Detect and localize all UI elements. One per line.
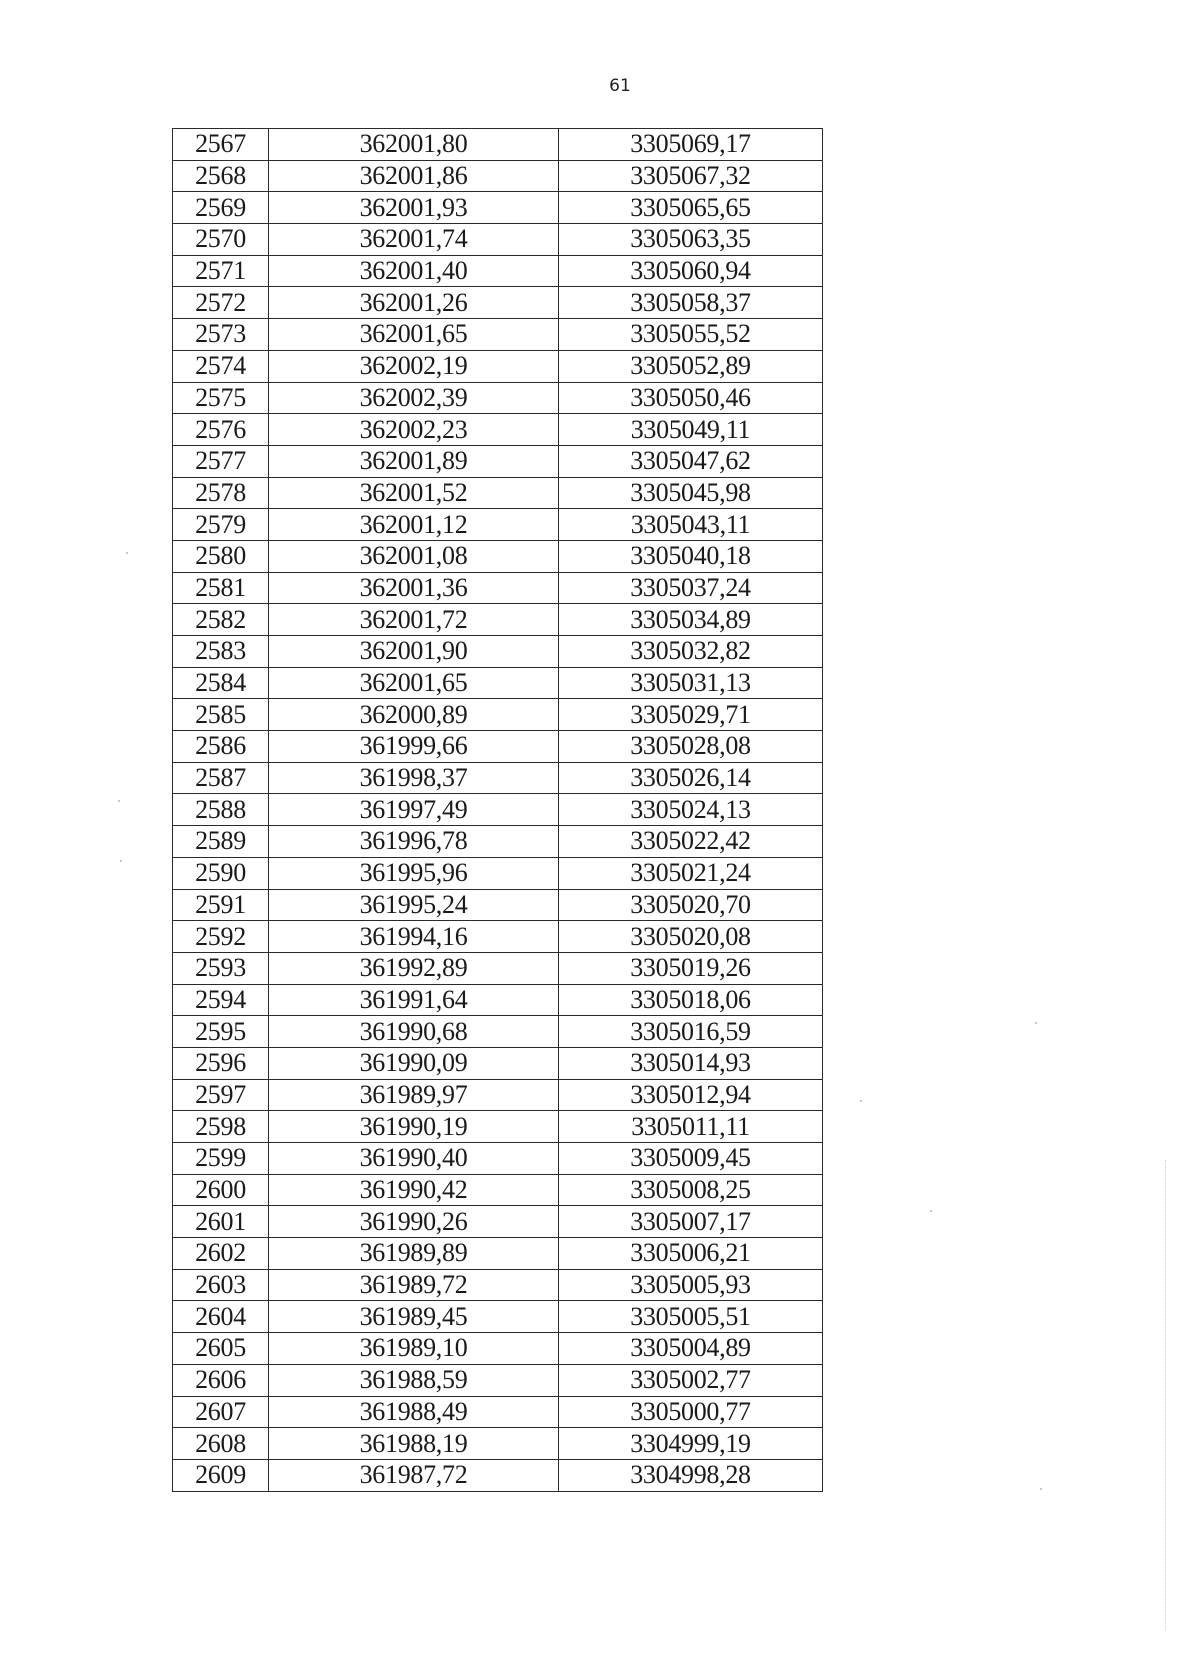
table-row	[173, 192, 823, 224]
table-row	[173, 1269, 823, 1301]
point-number-cell: 2605	[173, 1333, 269, 1365]
x-coordinate-cell: 362001,08	[269, 540, 559, 572]
table-row	[173, 255, 823, 287]
table-row	[173, 160, 823, 192]
point-number-cell: 2579	[173, 509, 269, 541]
point-number-cell: 2592	[173, 921, 269, 953]
table-row	[173, 477, 823, 509]
x-coordinate-cell: 361989,45	[269, 1301, 559, 1333]
x-coordinate-cell: 361988,19	[269, 1428, 559, 1460]
y-coordinate-cell: 3305005,51	[559, 1301, 823, 1333]
table-row	[173, 857, 823, 889]
table-row	[173, 1301, 823, 1333]
point-number-cell: 2584	[173, 667, 269, 699]
table-row	[173, 604, 823, 636]
table-row	[173, 1238, 823, 1270]
point-number-cell: 2596	[173, 1047, 269, 1079]
y-coordinate-cell: 3305002,77	[559, 1364, 823, 1396]
point-number-cell: 2604	[173, 1301, 269, 1333]
scan-speck	[860, 1100, 862, 1102]
table-row	[173, 731, 823, 763]
y-coordinate-cell: 3305009,45	[559, 1143, 823, 1175]
y-coordinate-cell: 3305000,77	[559, 1396, 823, 1428]
x-coordinate-cell: 362001,12	[269, 509, 559, 541]
table-row	[173, 540, 823, 572]
x-coordinate-cell: 362001,65	[269, 319, 559, 351]
x-coordinate-cell: 361995,24	[269, 889, 559, 921]
x-coordinate-cell: 362001,86	[269, 160, 559, 192]
table-row	[173, 1428, 823, 1460]
point-number-cell: 2595	[173, 1016, 269, 1048]
y-coordinate-cell: 3304998,28	[559, 1459, 823, 1491]
point-number-cell: 2586	[173, 731, 269, 763]
table-row	[173, 794, 823, 826]
y-coordinate-cell: 3305006,21	[559, 1238, 823, 1270]
point-number-cell: 2601	[173, 1206, 269, 1238]
y-coordinate-cell: 3305063,35	[559, 224, 823, 256]
point-number-cell: 2581	[173, 572, 269, 604]
x-coordinate-cell: 361990,26	[269, 1206, 559, 1238]
y-coordinate-cell: 3305034,89	[559, 604, 823, 636]
point-number-cell: 2609	[173, 1459, 269, 1491]
x-coordinate-cell: 362001,52	[269, 477, 559, 509]
x-coordinate-cell: 362001,26	[269, 287, 559, 319]
point-number-cell: 2583	[173, 636, 269, 668]
y-coordinate-cell: 3305016,59	[559, 1016, 823, 1048]
y-coordinate-cell: 3305037,24	[559, 572, 823, 604]
y-coordinate-cell: 3305055,52	[559, 319, 823, 351]
table-row	[173, 414, 823, 446]
x-coordinate-cell: 362001,80	[269, 129, 559, 161]
point-number-cell: 2598	[173, 1111, 269, 1143]
point-number-cell: 2606	[173, 1364, 269, 1396]
x-coordinate-cell: 361999,66	[269, 731, 559, 763]
x-coordinate-cell: 361992,89	[269, 952, 559, 984]
point-number-cell: 2573	[173, 319, 269, 351]
y-coordinate-cell: 3305024,13	[559, 794, 823, 826]
x-coordinate-cell: 362001,36	[269, 572, 559, 604]
point-number-cell: 2575	[173, 382, 269, 414]
x-coordinate-cell: 361988,49	[269, 1396, 559, 1428]
x-coordinate-cell: 361994,16	[269, 921, 559, 953]
table-row	[173, 1047, 823, 1079]
x-coordinate-cell: 361990,09	[269, 1047, 559, 1079]
table-row	[173, 889, 823, 921]
x-coordinate-cell: 362001,40	[269, 255, 559, 287]
y-coordinate-cell: 3305045,98	[559, 477, 823, 509]
y-coordinate-cell: 3305040,18	[559, 540, 823, 572]
y-coordinate-cell: 3305067,32	[559, 160, 823, 192]
x-coordinate-cell: 362001,90	[269, 636, 559, 668]
table-row	[173, 1206, 823, 1238]
y-coordinate-cell: 3305004,89	[559, 1333, 823, 1365]
scan-speck	[118, 800, 120, 802]
point-number-cell: 2589	[173, 826, 269, 858]
table-row	[173, 1111, 823, 1143]
y-coordinate-cell: 3305049,11	[559, 414, 823, 446]
point-number-cell: 2593	[173, 952, 269, 984]
x-coordinate-cell: 362001,89	[269, 445, 559, 477]
table-row	[173, 636, 823, 668]
x-coordinate-cell: 361989,89	[269, 1238, 559, 1270]
x-coordinate-cell: 361990,40	[269, 1143, 559, 1175]
table-row	[173, 1016, 823, 1048]
table-row	[173, 699, 823, 731]
y-coordinate-cell: 3305028,08	[559, 731, 823, 763]
point-number-cell: 2577	[173, 445, 269, 477]
point-number-cell: 2599	[173, 1143, 269, 1175]
y-coordinate-cell: 3305005,93	[559, 1269, 823, 1301]
scan-speck	[126, 552, 128, 554]
x-coordinate-cell: 361990,42	[269, 1174, 559, 1206]
x-coordinate-cell: 361989,10	[269, 1333, 559, 1365]
y-coordinate-cell: 3305021,24	[559, 857, 823, 889]
point-number-cell: 2590	[173, 857, 269, 889]
x-coordinate-cell: 361987,72	[269, 1459, 559, 1491]
point-number-cell: 2571	[173, 255, 269, 287]
x-coordinate-cell: 361996,78	[269, 826, 559, 858]
y-coordinate-cell: 3305060,94	[559, 255, 823, 287]
point-number-cell: 2587	[173, 762, 269, 794]
point-number-cell: 2600	[173, 1174, 269, 1206]
y-coordinate-cell: 3305022,42	[559, 826, 823, 858]
y-coordinate-cell: 3305019,26	[559, 952, 823, 984]
x-coordinate-cell: 361998,37	[269, 762, 559, 794]
table-row	[173, 572, 823, 604]
point-number-cell: 2608	[173, 1428, 269, 1460]
point-number-cell: 2580	[173, 540, 269, 572]
page-number: 61	[609, 76, 631, 96]
table-row	[173, 382, 823, 414]
table-row	[173, 509, 823, 541]
scan-speck	[120, 860, 122, 862]
point-number-cell: 2582	[173, 604, 269, 636]
y-coordinate-cell: 3305043,11	[559, 509, 823, 541]
coordinates-table-body	[173, 129, 823, 1492]
point-number-cell: 2591	[173, 889, 269, 921]
x-coordinate-cell: 361995,96	[269, 857, 559, 889]
point-number-cell: 2576	[173, 414, 269, 446]
y-coordinate-cell: 3305031,13	[559, 667, 823, 699]
y-coordinate-cell: 3305069,17	[559, 129, 823, 161]
y-coordinate-cell: 3305058,37	[559, 287, 823, 319]
y-coordinate-cell: 3305052,89	[559, 350, 823, 382]
y-coordinate-cell: 3305020,70	[559, 889, 823, 921]
point-number-cell: 2597	[173, 1079, 269, 1111]
x-coordinate-cell: 361988,59	[269, 1364, 559, 1396]
x-coordinate-cell: 362002,19	[269, 350, 559, 382]
y-coordinate-cell: 3305050,46	[559, 382, 823, 414]
table-row	[173, 1396, 823, 1428]
table-row	[173, 826, 823, 858]
point-number-cell: 2594	[173, 984, 269, 1016]
table-row	[173, 952, 823, 984]
table-row	[173, 1174, 823, 1206]
table-row	[173, 1459, 823, 1491]
scan-speck	[1035, 1022, 1037, 1024]
y-coordinate-cell: 3305026,14	[559, 762, 823, 794]
point-number-cell: 2569	[173, 192, 269, 224]
x-coordinate-cell: 362000,89	[269, 699, 559, 731]
y-coordinate-cell: 3305014,93	[559, 1047, 823, 1079]
scan-speck	[930, 1210, 932, 1212]
table-row	[173, 762, 823, 794]
table-row	[173, 319, 823, 351]
x-coordinate-cell: 361991,64	[269, 984, 559, 1016]
table-row	[173, 921, 823, 953]
table-row	[173, 445, 823, 477]
coordinates-table	[172, 128, 823, 1492]
point-number-cell: 2588	[173, 794, 269, 826]
y-coordinate-cell: 3305047,62	[559, 445, 823, 477]
point-number-cell: 2574	[173, 350, 269, 382]
table-row	[173, 129, 823, 161]
y-coordinate-cell: 3305007,17	[559, 1206, 823, 1238]
point-number-cell: 2578	[173, 477, 269, 509]
y-coordinate-cell: 3304999,19	[559, 1428, 823, 1460]
point-number-cell: 2572	[173, 287, 269, 319]
y-coordinate-cell: 3305018,06	[559, 984, 823, 1016]
x-coordinate-cell: 361989,97	[269, 1079, 559, 1111]
y-coordinate-cell: 3305020,08	[559, 921, 823, 953]
point-number-cell: 2567	[173, 129, 269, 161]
y-coordinate-cell: 3305011,11	[559, 1111, 823, 1143]
x-coordinate-cell: 362001,93	[269, 192, 559, 224]
scan-edge-noise	[1165, 1160, 1167, 1630]
table-row	[173, 350, 823, 382]
point-number-cell: 2585	[173, 699, 269, 731]
x-coordinate-cell: 362002,39	[269, 382, 559, 414]
x-coordinate-cell: 361989,72	[269, 1269, 559, 1301]
x-coordinate-cell: 361990,19	[269, 1111, 559, 1143]
table-row	[173, 224, 823, 256]
table-row	[173, 287, 823, 319]
x-coordinate-cell: 362002,23	[269, 414, 559, 446]
x-coordinate-cell: 362001,72	[269, 604, 559, 636]
y-coordinate-cell: 3305008,25	[559, 1174, 823, 1206]
table-row	[173, 1333, 823, 1365]
x-coordinate-cell: 362001,74	[269, 224, 559, 256]
x-coordinate-cell: 362001,65	[269, 667, 559, 699]
point-number-cell: 2603	[173, 1269, 269, 1301]
y-coordinate-cell: 3305029,71	[559, 699, 823, 731]
x-coordinate-cell: 361990,68	[269, 1016, 559, 1048]
x-coordinate-cell: 361997,49	[269, 794, 559, 826]
y-coordinate-cell: 3305032,82	[559, 636, 823, 668]
table-row	[173, 1143, 823, 1175]
table-row	[173, 1079, 823, 1111]
table-row	[173, 1364, 823, 1396]
point-number-cell: 2607	[173, 1396, 269, 1428]
y-coordinate-cell: 3305012,94	[559, 1079, 823, 1111]
table-row	[173, 984, 823, 1016]
y-coordinate-cell: 3305065,65	[559, 192, 823, 224]
point-number-cell: 2570	[173, 224, 269, 256]
scan-speck	[1040, 1488, 1042, 1490]
point-number-cell: 2568	[173, 160, 269, 192]
point-number-cell: 2602	[173, 1238, 269, 1270]
table-row	[173, 667, 823, 699]
